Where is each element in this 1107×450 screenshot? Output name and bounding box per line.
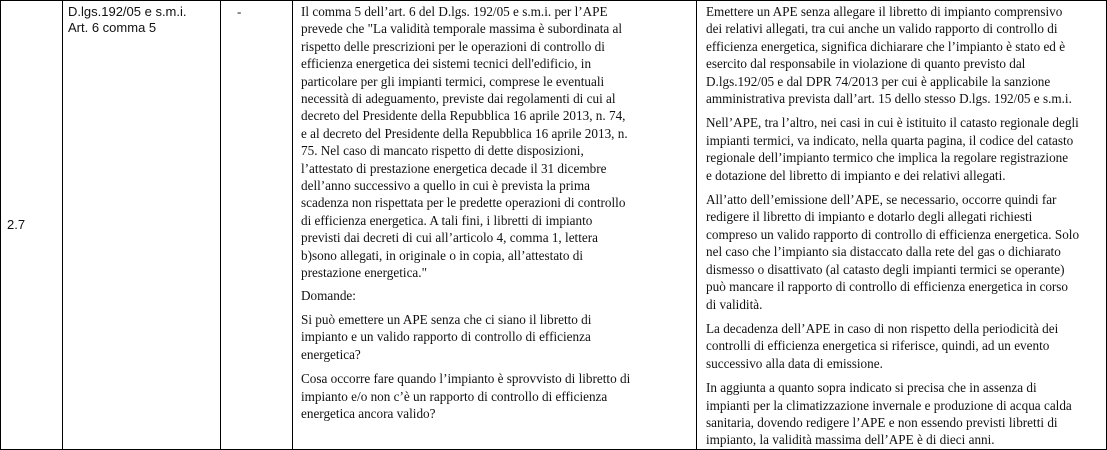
- law-reference-line: D.lgs.192/05 e s.m.i.: [68, 4, 187, 19]
- answer-line: successivo alla data di emissione.: [706, 355, 883, 371]
- answer-line: impianti termici, va indicato, nella quarta pagina, il codice del catasto: [706, 132, 1074, 148]
- row-number: 2.7: [7, 217, 26, 233]
- quote-line: particolare per gli impianti termici, comprese le eventuali: [301, 73, 605, 89]
- law-reference-line: Art. 6 comma 5: [68, 20, 157, 35]
- answer-paragraph-3: [706, 191, 1100, 313]
- answer-line: All’atto dell’emissione dell’APE, se necessario, occorre quindi far: [706, 192, 1057, 208]
- quote-line: previsti dai decreti di cui all’articolo 4, comma 1, lettera: [301, 230, 598, 246]
- answer-line: impianto, la validità massima dell’APE è di dieci anni.: [706, 432, 995, 448]
- answer-line: e dotazione del libretto di impianto e dei relativi allegati.: [706, 167, 1006, 183]
- answer-line: esercito dal responsabile in violazione di quanto previsto dal: [706, 56, 1026, 72]
- dash-mark: -: [237, 4, 242, 19]
- quote-line: rispetto delle prescrizioni per le operazioni di controllo di: [301, 38, 605, 54]
- answer-line: Nell’APE, tra l’altro, nei casi in cui è istituito il catasto regionale degli: [706, 115, 1079, 131]
- question-line: Cosa occorre fare quando l’impianto è sprovvisto di libretto di: [301, 371, 631, 387]
- answer-line: di validità.: [706, 296, 763, 312]
- question-line: impianto e un valido rapporto di controllo di efficienza: [301, 329, 591, 345]
- answer-line: D.lgs.192/05 e dal DPR 74/2013 per cui è applicabile la sanzione: [706, 73, 1051, 89]
- question-1: [301, 311, 690, 363]
- answer-line: dei relativi allegati, tra cui anche un valido rapporto di controllo di: [706, 21, 1058, 37]
- question-cell: [293, 1, 697, 450]
- quote-line: dell’anno successivo a quello in cui è prevista la prima: [301, 178, 590, 194]
- answer-line: efficienza energetica, significa dichiarare che l’impianto è stato ed è: [706, 38, 1066, 54]
- answer-line: La decadenza dell’APE in caso di non rispetto della periodicità dei: [706, 320, 1059, 336]
- quote-line: prestazione energetica.": [301, 265, 427, 281]
- quote-line: l’attestato di prestazione energetica decade il 31 dicembre: [301, 160, 607, 176]
- answer-line: redigere il libretto di impianto e dotarlo degli allegati richiesti: [706, 209, 1033, 225]
- answer-line: In aggiunta a quanto sopra indicato si precisa che in assenza di: [706, 380, 1037, 396]
- question-line: impianto e/o non c’è un rapporto di controllo di efficienza: [301, 388, 608, 404]
- answer-line: controlli di efficienza energetica si riferisce, quindi, ad un evento: [706, 338, 1050, 354]
- answer-line: sanitaria, dovendo redigere l’APE e non essendo previsti libretti di: [706, 414, 1058, 430]
- quote-line: scadenza non rispettata per le predette operazioni di controllo: [301, 195, 626, 211]
- answer-line: amministrativa prevista dall’art. 15 dello stesso D.lgs. 192/05 e s.m.i.: [706, 91, 1072, 107]
- row-number-cell: [1, 1, 63, 450]
- law-reference-cell: [63, 1, 221, 450]
- quote-line: efficienza energetica dei sistemi tecnici dell'edificio, in: [301, 56, 592, 72]
- answer-line: nel caso che l’impianto sia distaccato dalla rete del gas o dichiarato: [706, 244, 1061, 260]
- question-line: energetica ancora valido?: [301, 405, 436, 421]
- answer-line: impianti per la climatizzazione invernale e produzione di acqua calda: [706, 397, 1072, 413]
- answer-paragraph-1: [706, 3, 1100, 107]
- quote-line: necessità di adeguamento, previste dai regolamenti di cui al: [301, 91, 616, 107]
- quote-line: prevede che "La validità temporale massima è subordinata al: [301, 21, 623, 37]
- domande-heading: [301, 287, 690, 304]
- question-line: energetica?: [301, 346, 361, 362]
- quote-line: decreto del Presidente della Repubblica 16 aprile 2013, n. 74,: [301, 108, 626, 124]
- answer-paragraph-2: [706, 114, 1100, 184]
- question-line: Si può emettere un APE senza che ci siano il libretto di: [301, 311, 592, 327]
- quote-line: Il comma 5 dell’art. 6 del D.lgs. 192/05 e s.m.i. per l’APE: [301, 4, 608, 19]
- answer-line: Emettere un APE senza allegare il libretto di impianto comprensivo: [706, 4, 1063, 19]
- quote-paragraph: [301, 3, 690, 282]
- dash-cell: [221, 1, 293, 450]
- quote-line: 75. Nel caso di mancato rispetto di dette disposizioni,: [301, 143, 584, 159]
- domande-label: Domande:: [301, 287, 356, 303]
- quote-line: b)sono allegati, in originale o in copia, all’attestato di: [301, 247, 583, 263]
- answer-line: dismesso o disattivato (al catasto degli impianti termici se operante): [706, 261, 1065, 277]
- quote-line: e al decreto del Presidente della Repubblica 16 aprile 2013, n.: [301, 125, 628, 141]
- table-row: [1, 1, 1107, 450]
- quote-line: di efficienza energetica. A tali fini, i libretti di impianto: [301, 212, 593, 228]
- answer-line: può mancare il rapporto di controllo di efficienza energetica in corso: [706, 279, 1069, 295]
- question-2: [301, 370, 690, 422]
- answer-line: regionale dell’impianto termico che implica la regolare registrazione: [706, 150, 1069, 166]
- answer-cell: [697, 1, 1107, 450]
- answer-paragraph-4: [706, 320, 1100, 372]
- answer-paragraph-5: [706, 379, 1100, 449]
- answer-line: compreso un valido rapporto di controllo di efficienza energetica. Solo: [706, 226, 1080, 242]
